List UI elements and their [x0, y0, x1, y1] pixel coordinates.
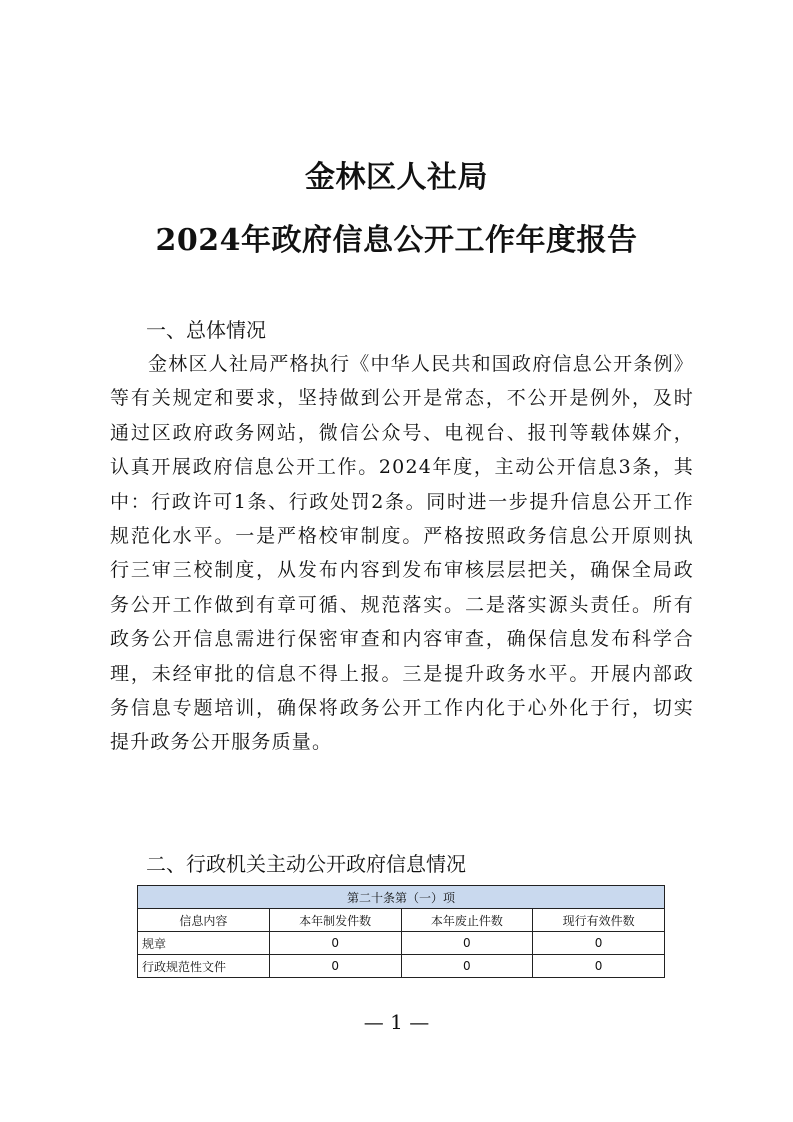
info-disclosure-table	[137, 885, 665, 978]
table-row-label: 行政规范性文件	[138, 955, 270, 978]
table-header-row	[138, 909, 665, 932]
table-cell-issued: 0	[269, 955, 401, 978]
report-title-line1: 金林区人社局	[305, 160, 488, 195]
section2-heading: 二、行政机关主动公开政府信息情况	[146, 852, 466, 876]
table-cell-issued: 0	[269, 932, 401, 955]
page-number: — 1 —	[363, 1010, 430, 1034]
section1-paragraph: 金林区人社局严格执行《中华人民共和国政府信息公开条例》等有关规定和要求，坚持做到公开是常态，不公开是例外，及时通过区政府政务网站，微信公众号、电视台、报刊等载体媒介，认真开展政府信息公开工作。2024年度，主动公开信息3条，其中：行政许可1条、行政处罚2条。同时进一步提升信息公开工作规范化水平。一是严格校审制度。严格按照政务信息公开原则执行三审三校制度，从发布内容到发布审核层层把关，确保全局政务公开工作做到有章可循、规范落实。二是落实源头责任。所有政务公开信息需进行保密审查和内容审查，确保信息发布科学合理，未经审批的信息不得上报。三是提升政务水平。开展内部政务信息专题培训，确保将政务公开工作内化于心外化于行，切实提升政务公开服务质量。	[110, 353, 694, 754]
table-section-row	[138, 886, 665, 909]
table-header-cell: 现行有效件数	[533, 909, 665, 932]
table-row	[138, 955, 665, 978]
table-header-cell: 本年废止件数	[401, 909, 533, 932]
table-cell-repealed: 0	[401, 955, 533, 978]
table-header-cell: 信息内容	[138, 909, 270, 932]
report-title-line2: 2024年政府信息公开工作年度报告	[155, 223, 638, 258]
table-cell-repealed: 0	[401, 932, 533, 955]
table-row-label: 规章	[138, 932, 270, 955]
table-cell-valid: 0	[533, 932, 665, 955]
table-row	[138, 932, 665, 955]
section1-heading: 一、总体情况	[146, 318, 266, 342]
table-section-title: 第二十条第（一）项	[138, 886, 665, 909]
table-cell-valid: 0	[533, 955, 665, 978]
table-header-cell: 本年制发件数	[269, 909, 401, 932]
